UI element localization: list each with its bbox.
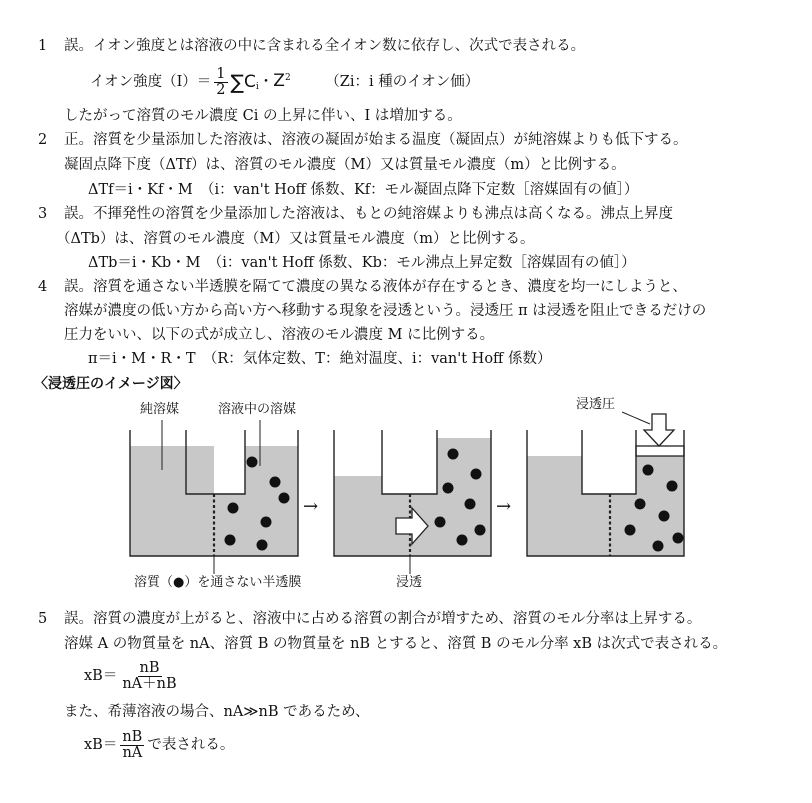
item-number: 4 (38, 279, 48, 295)
item1-formula: イオン強度（I）＝ $\frac{1}{2}$ $\sum C_i$・$Z^2$ （Zi：i 種のイオン価） (90, 65, 480, 98)
item5-equation-1: xB＝ $\frac{nB}{nA+nB}$ (84, 659, 177, 692)
step-arrow-icon: → (496, 496, 512, 517)
pressure-arrow-icon (644, 414, 674, 446)
fraction-one-half: $\frac{1}{2}$ (216, 65, 226, 98)
pure-solvent-liquid (334, 476, 410, 556)
item-number: 3 (38, 206, 48, 222)
item5-line2: 溶媒 A の物質量を nA、溶質 B の物質量を nB とすると、溶質 B のモル分率 xB は次式で表される。 (64, 636, 728, 652)
mole-fraction-fraction: $\frac{nB}{nA+nB}$ (122, 659, 177, 692)
item4-line1: 4 誤。溶質を通さない半透膜を隔てて濃度の異なる液体が存在するとき、濃度を均一にしようと、 (38, 279, 687, 295)
item3-formula: ΔTb＝i・Kb・M （i：van't Hoff 係数、Kb：モル沸点上昇定数［溶媒固有の値］） (88, 255, 636, 271)
label-membrane: 溶質（●）を通さない半透膜 (134, 575, 302, 590)
ion-valence-note: （Zi：i 種のイオン価） (325, 74, 480, 90)
solute-particle (279, 493, 290, 504)
solute-particle (635, 499, 646, 510)
item1-line3: したがって溶質のモル濃度 Ci の上昇に伴い、I は増加する。 (64, 108, 462, 124)
solute-particle (270, 477, 281, 488)
item-number: 2 (38, 132, 48, 148)
solute-particle (643, 465, 654, 476)
solute-particle (228, 503, 239, 514)
dilute-fraction: $\frac{nB}{nA}$ (122, 728, 143, 761)
item2-line2: 凝固点降下度（ΔTf）は、溶質のモル濃度（M）又は質量モル濃度（m）と比例する。 (64, 157, 626, 173)
panel-initial (130, 420, 298, 574)
label-osmotic-pressure: 浸透圧 (576, 397, 616, 412)
solute-particle (625, 525, 636, 536)
solute-particle (443, 483, 454, 494)
solute-particle (435, 517, 446, 528)
item4-line2: 溶媒が濃度の低い方から高い方へ移動する現象を浸透という。浸透圧 π は浸透を阻止できるだけの (64, 303, 707, 319)
item4-formula: π＝i・M・R・T （R：気体定数、T：絶対温度、i：van't Hoff 係数） (88, 351, 552, 367)
item1-line1: 1 誤。イオン強度とは溶液の中に含まれる全イオン数に依存し、次式で表される。 (38, 38, 586, 54)
item5-line1: 5 誤。溶質の濃度が上がると、溶液中に占める溶質の割合が増すため、溶質のモル分率は上昇する。 (38, 611, 702, 627)
solute-particle (673, 533, 684, 544)
item-number: 1 (38, 38, 48, 54)
item-number: 5 (38, 611, 48, 627)
solute-particle (653, 541, 664, 552)
panel-osmosis (334, 430, 491, 574)
solute-particle (261, 517, 272, 528)
solute-particle (457, 535, 468, 546)
item3-line2: （ΔTb）は、溶質のモル濃度（M）又は質量モル濃度（m）と比例する。 (56, 231, 535, 247)
item5-line4: また、希薄溶液の場合、nA≫nB であるため、 (64, 704, 370, 720)
solute-particle (667, 481, 678, 492)
solute-particle (471, 469, 482, 480)
solute-particle (247, 457, 258, 468)
diagram-heading: 〈浸透圧のイメージ図〉 (34, 376, 188, 392)
pure-solvent-liquid (130, 446, 214, 556)
solute-particle (225, 535, 236, 546)
item2-formula: ΔTf＝i・Kf・M （i：van't Hoff 係数、Kf：モル凝固点降下定数［溶媒固有の値］） (88, 182, 639, 198)
item4-line3: 圧力をいい、以下の式が成立し、溶液のモル濃度 M に比例する。 (64, 327, 495, 343)
label-osmosis: 浸透 (396, 575, 423, 590)
pure-solvent-liquid (527, 456, 610, 556)
solute-particle (659, 511, 670, 522)
solute-particle (257, 540, 268, 551)
step-arrow-icon: → (303, 496, 319, 517)
piston (636, 446, 684, 456)
sigma-symbol: ∑ (230, 70, 245, 94)
solute-particle (465, 499, 476, 510)
solute-particle (475, 525, 486, 536)
item5-equation-2: xB＝ $\frac{nB}{nA}$ で表される。 (84, 728, 235, 761)
leader-line (622, 412, 650, 424)
label-pure-solvent: 純溶媒 (140, 402, 180, 417)
item2-line1: 2 正。溶質を少量添加した溶液は、溶液の凝固が始まる温度（凝固点）が純溶媒よりも低下する。 (38, 132, 688, 148)
panel-osmotic-pressure (527, 412, 684, 556)
solute-particle (448, 449, 459, 460)
label-solvent-in-solution: 溶液中の溶媒 (218, 402, 297, 417)
item3-line1: 3 誤。不揮発性の溶質を少量添加した溶液は、もとの純溶媒よりも沸点は高くなる。沸点上昇度 (38, 206, 673, 222)
